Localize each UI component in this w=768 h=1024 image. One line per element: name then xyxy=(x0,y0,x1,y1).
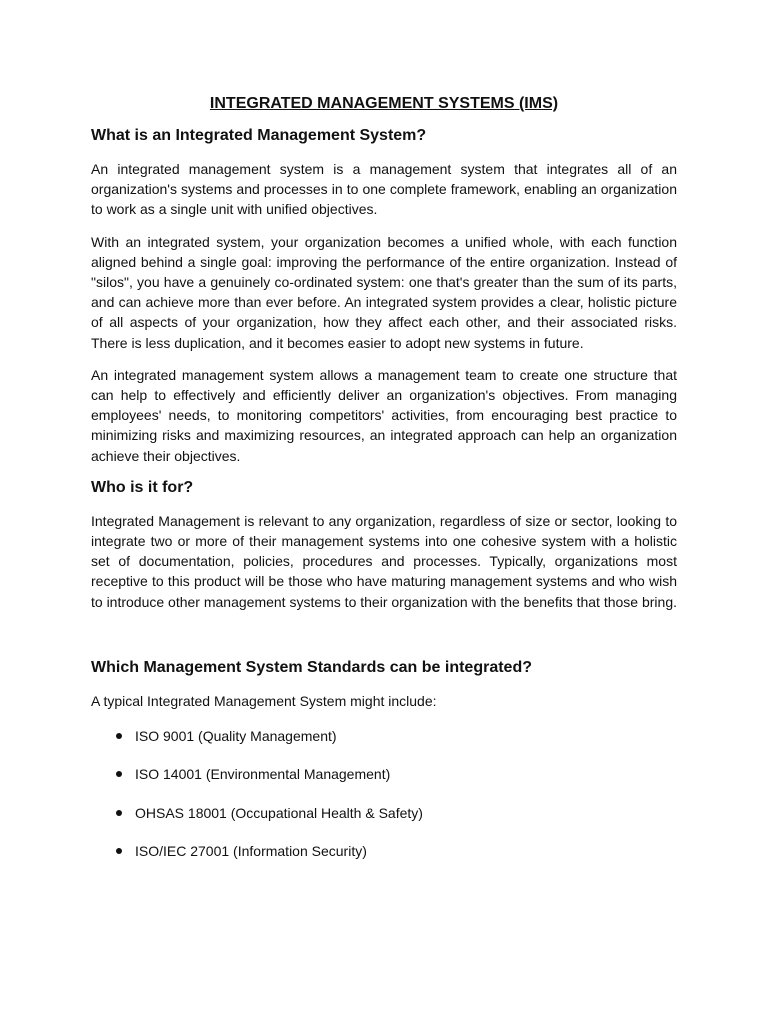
bullet-icon xyxy=(116,810,122,816)
list-item-text: ISO 14001 (Environmental Management) xyxy=(135,766,391,783)
standards-list xyxy=(91,726,677,862)
paragraph: With an integrated system, your organization becomes a unified whole, with each function aligned behind a single goal: improving the performance of the entire organization. Instead of "silos", you have a genuinely co-ordinated system: one that's greater than the sum of its parts, and can achieve more than ever before. An integrated system provides a clear, holistic picture of all aspects of your organization, how they affect each other, and their associated risks. There is less duplication, and it becomes easier to adopt new systems in future. xyxy=(91,233,677,351)
list-item-text: ISO/IEC 27001 (Information Security) xyxy=(135,843,367,860)
section-heading-what-is-ims: What is an Integrated Management System? xyxy=(91,127,427,144)
list-item-text: ISO 9001 (Quality Management) xyxy=(135,727,337,744)
bullet-icon xyxy=(116,848,122,854)
document-title: INTEGRATED MANAGEMENT SYSTEMS (IMS) xyxy=(209,95,559,112)
list-item xyxy=(91,841,677,861)
blank-line xyxy=(91,624,677,658)
list-item xyxy=(91,803,677,823)
section-heading-standards: Which Management System Standards can be integrated? xyxy=(91,658,532,676)
paragraph: Integrated Management is relevant to any organization, regardless of size or sector, looking to integrate two or more of their management systems into one cohesive system with a holistic set of documentation, policies, procedures and processes. Typically, organizations most receptive to this product will be those who have maturing management systems and who wish to introduce other management systems to their organization with the benefits that those bring. xyxy=(91,512,677,610)
paragraph: An integrated management system is a management system that integrates all of an organization's systems and processes in to one complete framework, enabling an organization to work as a single unit with unified objectives. xyxy=(91,161,677,218)
paragraph: An integrated management system allows a management team to create one structure that can help to effectively and efficiently deliver an organization's objectives. From managing employees' needs, to monitoring competitors' activities, from encouraging best practice to minimizing risks and maximizing resources, an integrated approach can help an organization achieve their objectives. xyxy=(91,366,677,464)
list-item xyxy=(91,726,677,746)
standards-intro: A typical Integrated Management System might include: xyxy=(91,692,437,709)
bullet-icon xyxy=(116,733,122,739)
list-item xyxy=(91,764,677,784)
list-item-text: OHSAS 18001 (Occupational Health & Safety) xyxy=(135,804,423,821)
bullet-icon xyxy=(116,771,122,777)
section-heading-who-is-it-for: Who is it for? xyxy=(91,478,194,496)
